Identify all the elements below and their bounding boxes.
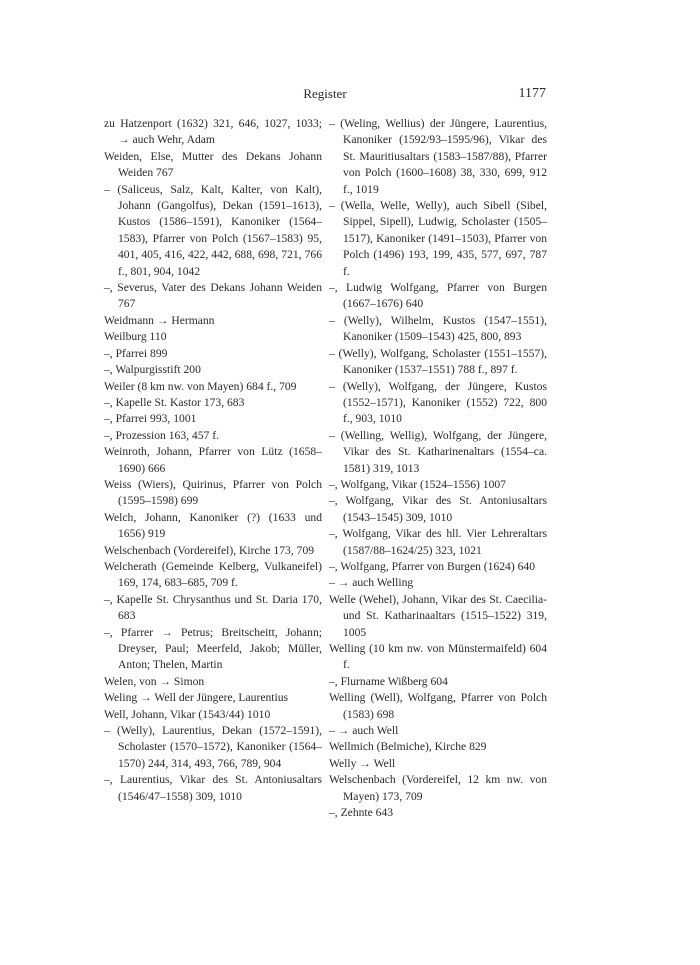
index-entry: –, Kapelle St. Chrysanthus und St. Daria 170, 683 [104, 592, 322, 623]
index-entry: Well, Johann, Vikar (1543/44) 1010 [104, 707, 271, 721]
index-entry: –, Wolfgang, Vikar des hll. Vier Lehreraltars (1587/88–1624/25) 323, 1021 [329, 527, 547, 557]
index-entry: Wellmich (Belmiche), Kirche 829 [329, 740, 487, 754]
index-entry: –, Severus, Vater des Dekans Johann Weiden 767 [104, 281, 322, 311]
running-title: Register [303, 86, 347, 101]
index-entry: –, Wolfgang, Vikar (1524–1556) 1007 [329, 477, 506, 491]
index-entry: Weiler (8 km nw. von Mayen) 684 f., 709 [104, 379, 297, 393]
index-entry: – (Wella, Welle, Welly), auch Sibell (Sibel, Sippel, Sipell), Ludwig, Scholaster (1505–1517), Kanoniker (1491–1503), Pfarrer von Polch (1496) 193, 199, 435, 577, 697, 787 f. [329, 199, 547, 278]
index-entry: –, Ludwig Wolfgang, Pfarrer von Burgen (1667–1676) 640 [329, 281, 547, 311]
index-entry: –, Wolfgang, Pfarrer von Burgen (1624) 640 [329, 559, 535, 573]
index-entry: Weiss (Wiers), Quirinus, Pfarrer von Polch (1595–1598) 699 [104, 477, 322, 508]
index-entry: –, Flurname Wißberg 604 [329, 674, 448, 688]
page-number: 1177 [518, 86, 546, 101]
index-entry: Weling → Well der Jüngere, Laurentius [104, 691, 289, 705]
index-entry: Welcherath (Gemeinde Kelberg, Vulkaneifel) 169, 174, 683–685, 709 f. [104, 559, 322, 590]
index-entry: – (Welly), Wilhelm, Kustos (1547–1551), Kanoniker (1509–1543) 425, 800, 893 [329, 313, 547, 344]
index-entry: Weidmann → Hermann [104, 313, 215, 327]
page-header [104, 86, 546, 104]
index-entry: –, Pfarrei 899 [104, 346, 168, 360]
index-entry: – → auch Welling [329, 576, 414, 590]
index-entry: Welling (10 km nw. von Münstermaifeld) 604 f. [329, 642, 547, 672]
index-entry: – → auch Well [329, 724, 399, 738]
index-entry: –, Kapelle St. Kastor 173, 683 [104, 395, 245, 409]
index-entry: – (Welly), Laurentius, Dekan (1572–1591), Scholaster (1570–1572), Kanoniker (1564–1570) 244, 314, 493, 766, 789, 904 [104, 724, 322, 770]
index-entry: – (Welling, Wellig), Wolfgang, der Jüngere, Vikar des St. Katharinenaltars (1554–ca. 1581) 319, 1013 [329, 428, 547, 475]
index-entry: –, Laurentius, Vikar des St. Antoniusaltars (1546/47–1558) 309, 1010 [104, 773, 322, 803]
index-entry: Welschenbach (Vordereifel), Kirche 173, 709 [104, 543, 315, 557]
index-entry: – (Welly), Wolfgang, der Jüngere, Kustos (1552–1571), Kanoniker (1552) 722, 800 f., 903, 1010 [329, 379, 547, 426]
index-entry: – (Welly), Wolfgang, Scholaster (1551–1557), Kanoniker (1537–1551) 788 f., 897 f. [329, 346, 547, 377]
index-entry: –, Pfarrer → Petrus; Breitscheitt, Johann; Dreyser, Paul; Meerfeld, Jakob; Müller, Anton; Thelen, Martin [104, 625, 322, 672]
index-entry: –, Walpurgisstift 200 [104, 363, 201, 377]
index-entry: Weinroth, Johann, Pfarrer von Lütz (1658–1690) 666 [104, 445, 322, 475]
index-entry: Welschenbach (Vordereifel, 12 km nw. von Mayen) 173, 709 [329, 773, 547, 803]
index-entry: Weilburg 110 [104, 330, 167, 344]
index-entry: Welling (Well), Wolfgang, Pfarrer von Polch (1583) 698 [329, 691, 547, 721]
index-column-right [329, 116, 547, 821]
index-entry: Welch, Johann, Kanoniker (?) (1633 und 1656) 919 [104, 510, 322, 541]
index-entry: Welly → Well [329, 756, 396, 770]
index-column-left [104, 116, 322, 805]
index-entry: –, Zehnte 643 [329, 806, 394, 820]
index-entry: –, Wolfgang, Vikar des St. Antoniusaltars (1543–1545) 309, 1010 [329, 494, 547, 524]
index-entry: Welle (Wehel), Johann, Vikar des St. Caecilia- und St. Katharinaaltars (1515–1522) 319, 1005 [329, 592, 547, 639]
index-entry: zu Hatzenport (1632) 321, 646, 1027, 1033; → auch Wehr, Adam [104, 117, 322, 147]
index-entry: Welen, von → Simon [104, 674, 205, 688]
index-entry: – (Saliceus, Salz, Kalt, Kalter, von Kalt), Johann (Gangolfus), Dekan (1591–1613), Kustos (1586–1591), Kanoniker (1564–1583), Pfarrer von Polch (1567–1583) 95, 401, 405, 416, 422, 442, 688, 698, 721, 766 f., 801, 904, 1042 [104, 182, 322, 278]
index-entry: –, Pfarrei 993, 1001 [104, 412, 197, 426]
index-entry: – (Weling, Wellius) der Jüngere, Laurentius, Kanoniker (1592/93–1595/96), Vikar des St. Mauritiusaltars (1583–1587/88), Pfarrer von Polch (1600–1608) 38, 330, 699, 912 f., 1019 [329, 117, 547, 196]
index-entry: Weiden, Else, Mutter des Dekans Johann Weiden 767 [104, 149, 322, 180]
index-entry: –, Prozession 163, 457 f. [104, 428, 219, 442]
